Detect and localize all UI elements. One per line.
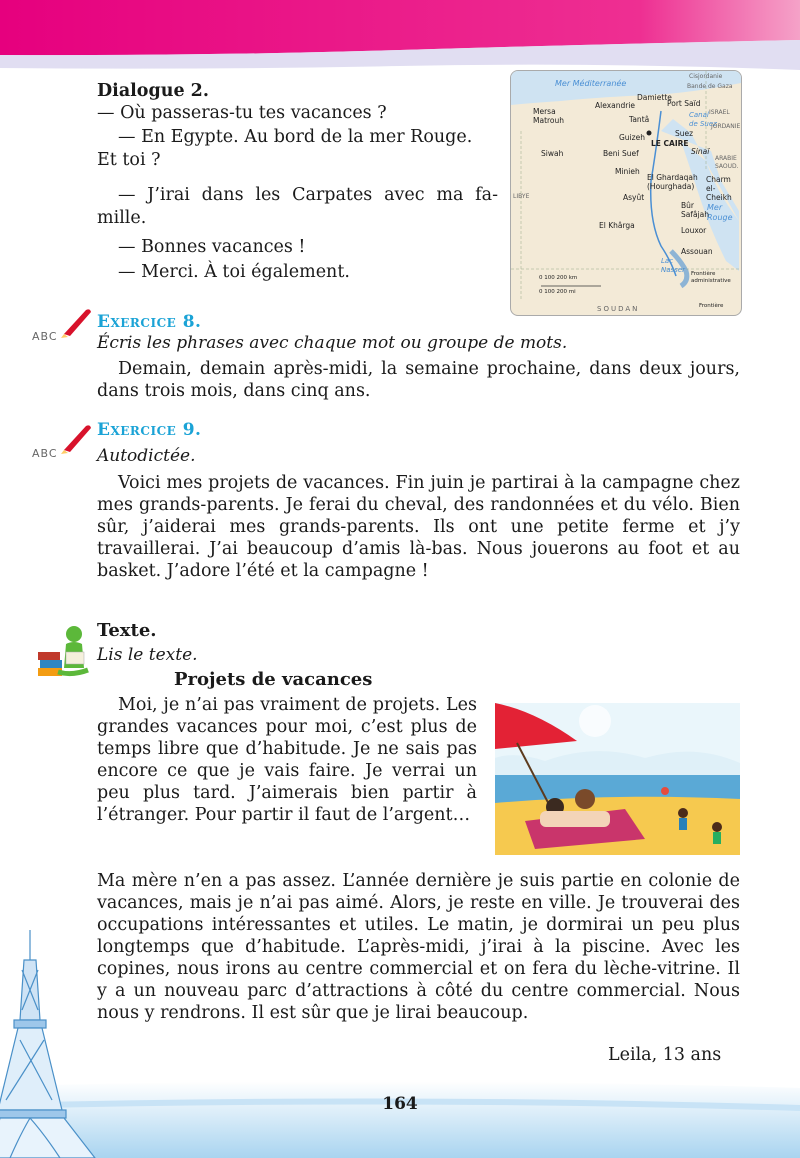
abc-label: ABC (32, 447, 58, 460)
exercise-9-text: Voici mes projets de vacances. Fin juin je partirai à la campagne chez mes grands-parents. Je ferai du cheval, des randonnées et du vélo. Bien sûr, j’aiderai mes grands-parents. Ils ont une petite ferme et j’y travaillerai. J’ai beaucoup d’amis là-bas. Nous jouerons au foot et au basket. J’adore l’été et la campagne ! (97, 473, 740, 581)
texte-instruction: Lis le texte. (97, 645, 198, 665)
exercise-word: xercice (110, 312, 177, 332)
reading-figure-icon (36, 624, 96, 680)
map-city-label: Beni Suef (603, 149, 639, 158)
map-legend-label: Frontière (699, 303, 724, 309)
abc-label: ABC (32, 330, 58, 343)
map-city-label: Asyût (623, 193, 645, 202)
dialogue-line: — Bonnes vacances ! (118, 237, 306, 257)
exercise-9-title (97, 420, 201, 440)
map-region-label: SOUDAN (597, 305, 640, 313)
texte-paragraph-top: Moi, je n’ai pas vraiment de projets. Les grandes vacances pour moi, c’est plus de temps libre que d’habitude. Je ne sais pas encore ce que je vais faire. Je verrai un peu plus tard. J’aimerais bien partir à l’étranger. Pour partir il faut de l’argent… (97, 695, 477, 825)
map-city-label: Damiette (637, 93, 672, 102)
texte-heading: Texte. (97, 620, 157, 641)
map-scale-label: 0 100 200 km (539, 275, 578, 281)
map-city-label: Guizeh (619, 133, 645, 142)
beach-illustration (495, 703, 740, 855)
exercise-8-title (97, 312, 201, 332)
map-city-label: Minieh (615, 167, 640, 176)
map-city-label: Alexandrie (595, 101, 636, 110)
map-region-label: Cisjordanie (689, 73, 723, 80)
exercise-word: xercice (110, 420, 177, 440)
map-legend-label: Frontière administrative (691, 271, 731, 284)
texte-paragraph: Ma mère n’en a pas assez. L’année dernière je suis partie en colonie de vacances, mais je n’ai pas aimé. Alors, je reste en ville. Je trouverai des occupations intéressantes et utiles. Le matin, je dormirai un peu plus longtemps que d’habitude. L’après-midi, j’irai à la piscine. Avec les copines, nous irons au centre commercial et on fera du lèche-vitrine. Il y a un nouveau parc d’attractions à côté du centre commercial. Nous nous y rendrons. Il est sûr que je lirai beaucoup. (97, 871, 740, 1023)
dialogue-title: Dialogue 2. (97, 81, 209, 101)
egypt-map (510, 70, 742, 316)
map-region-label: ISRAEL (709, 109, 730, 116)
dialogue-line: mille. (97, 208, 147, 228)
signature: Leila, 13 ans (608, 1045, 722, 1065)
exercise-prefix: E (97, 312, 111, 332)
map-city-label: Siwah (541, 149, 564, 158)
map-scale-label: 0 100 200 mi (539, 289, 576, 295)
map-lake-label: Lac Nasser (661, 257, 686, 274)
map-region-label: LIBYE (513, 193, 530, 200)
map-city-label: Bûr Safâjah (681, 201, 710, 219)
map-region-label: Sinaï (691, 147, 710, 156)
texte-title: Projets de vacances (174, 669, 373, 690)
map-region-label: JORDANIE (711, 123, 741, 130)
exercise-8-instruction: Écris les phrases avec chaque mot ou groupe de mots. (97, 333, 568, 353)
dialogue-line: — Merci. À toi également. (118, 262, 350, 282)
map-sea-label: Mer Rouge (707, 203, 733, 222)
map-city-label: LE CAIRE (651, 139, 689, 148)
map-city-label: Port Saïd (667, 99, 701, 108)
exercise-number: 8. (182, 312, 202, 332)
exercise-number: 9. (182, 420, 202, 440)
map-city-label: Charm el-Cheikh (706, 175, 732, 202)
page-number: 164 (382, 1094, 418, 1114)
map-region-label: ARABIE SAOUD. (715, 155, 739, 170)
top-banner (0, 0, 800, 80)
exercise-8-text: Demain, demain après-midi, la semaine prochaine, dans deux jours, dans trois mois, dans cinq ans. (97, 359, 740, 401)
map-city-label: Suez (675, 129, 694, 138)
map-city-label: Mersa Matrouh (533, 107, 565, 125)
map-canal-label: Canal de Suez (689, 111, 717, 128)
map-city-label: Tantâ (629, 115, 650, 124)
map-city-label: Assouan (681, 247, 713, 256)
dialogue-line: Et toi ? (97, 150, 161, 170)
map-city-label: El Khârga (599, 221, 635, 230)
map-city-label: Louxor (681, 226, 707, 235)
dialogue-line: — J’irai dans les Carpates avec ma fa- (118, 185, 498, 205)
exercise-9-instruction: Autodictée. (97, 446, 196, 466)
eiffel-tower-icon (0, 930, 110, 1158)
dialogue-line: — En Egypte. Au bord de la mer Rouge. (118, 127, 473, 147)
red-pen-icon (58, 304, 94, 340)
red-pen-icon (58, 420, 94, 456)
exercise-prefix: E (97, 420, 111, 440)
map-sea-label: Mer Méditerranée (555, 79, 627, 88)
dialogue-line: — Où passeras-tu tes vacances ? (97, 103, 387, 123)
map-city-label: El Ghardaqah (Hourghada) (647, 173, 698, 191)
map-region-label: Bande de Gaza (687, 83, 733, 90)
